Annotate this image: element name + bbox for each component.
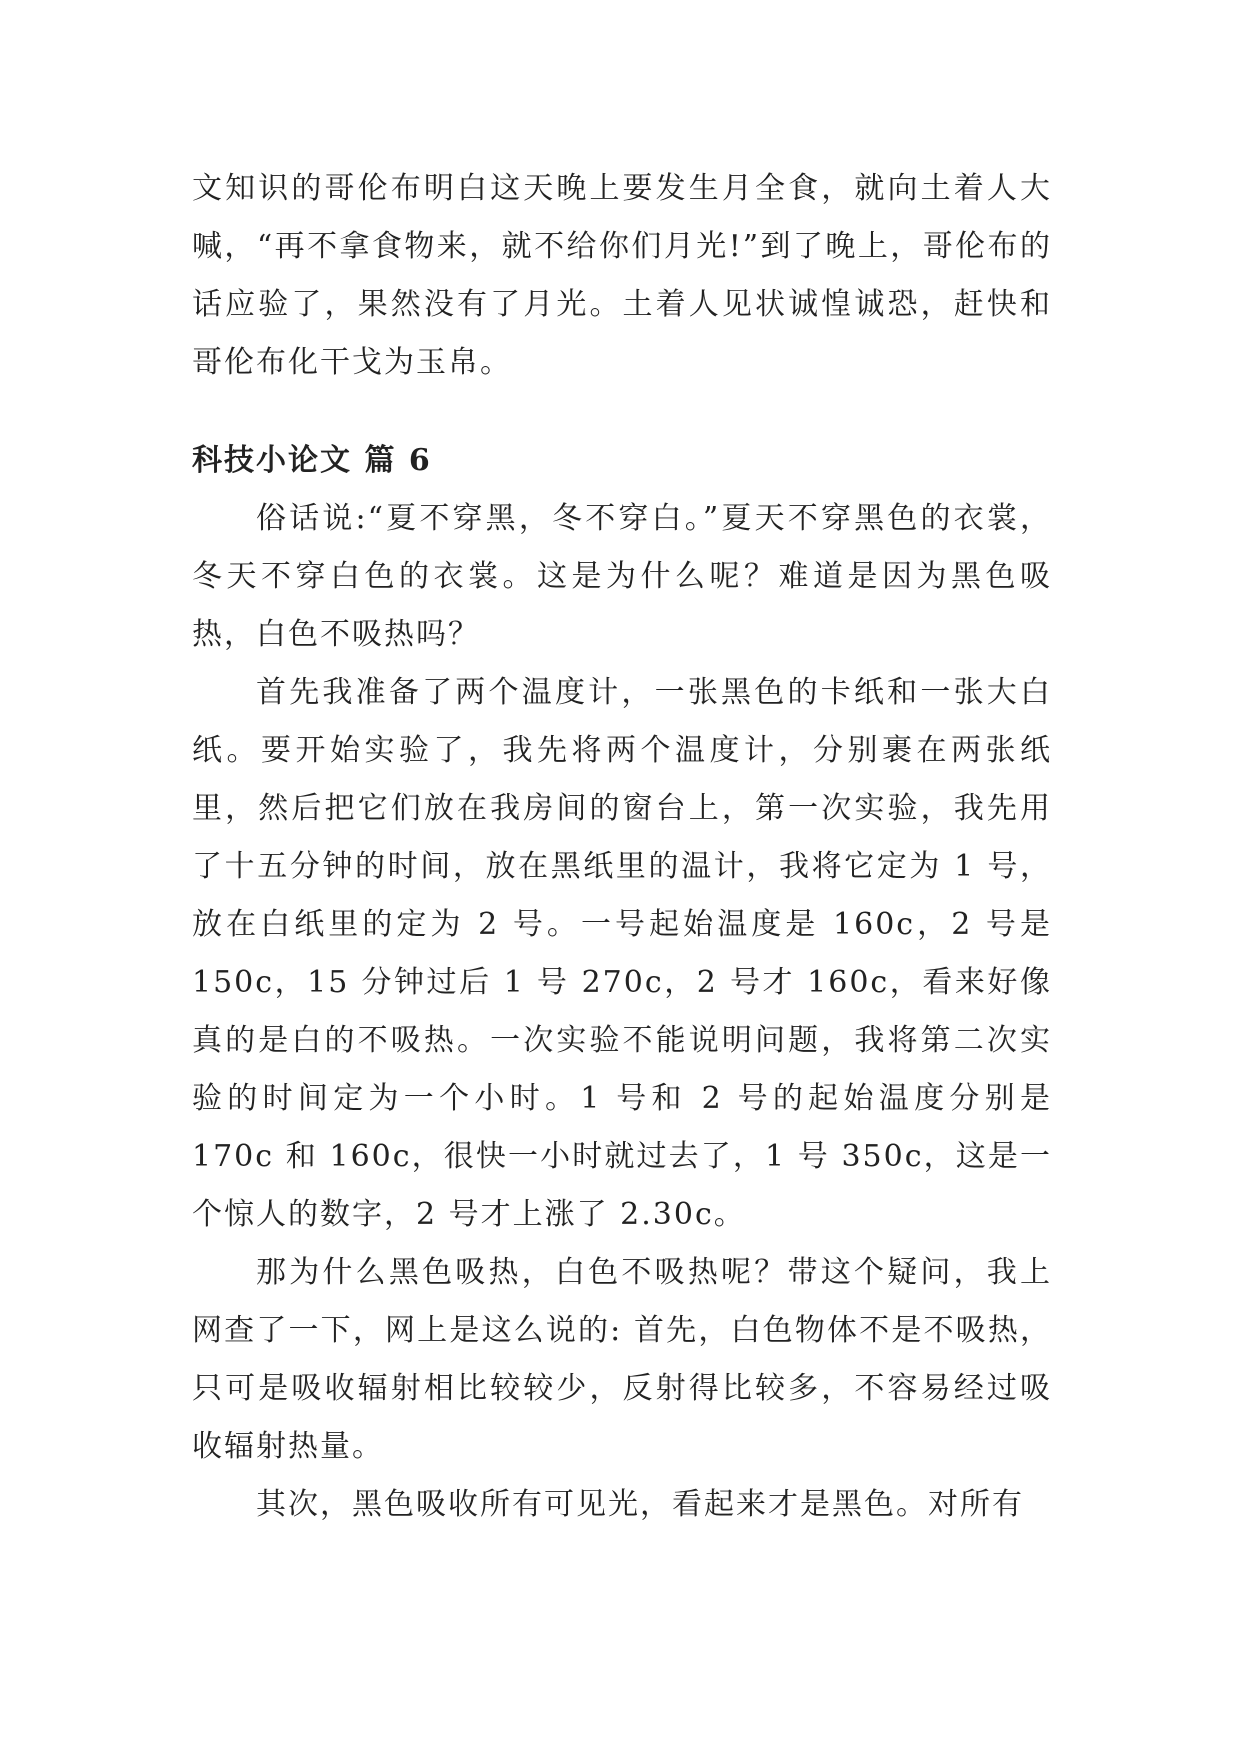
paragraph-proverb: 俗话说:“夏不穿黑，冬不穿白。”夏天不穿黑色的衣裳，冬天不穿白色的衣裳。这是为什么呢？难道是因为黑色吸热，白色不吸热吗？ bbox=[192, 501, 1052, 652]
document-page bbox=[192, 160, 1052, 1534]
paragraph-columbus-ending: 文知识的哥伦布明白这天晚上要发生月全食，就向土着人大喊，“再不拿食物来，就不给你们月光!”到了晚上，哥伦布的话应验了，果然没有了月光。土着人见状诚惶诚恐，赶快和哥伦布化干戈为玉帛。 bbox=[192, 171, 1052, 380]
paragraph-experiment: 首先我准备了两个温度计，一张黑色的卡纸和一张大白纸。要开始实验了，我先将两个温度计，分别裹在两张纸里，然后把它们放在我房间的窗台上，第一次实验，我先用了十五分钟的时间，放在黑纸里的温计，我将它定为 1 号，放在白纸里的定为 2 号。一号起始温度是 160c，2 号是 150c，15 分钟过后 1 号 270c，2 号才 160c，看来好像真的是白的不吸热。一次实验不能说明问题，我将第二次实验的时间定为一个小时。1 号和 2 号的起始温度分别是 170c 和 160c，很快一小时就过去了，1 号 350c，这是一个惊人的数字，2 号才上涨了 2.30c。 bbox=[192, 675, 1052, 1232]
section-title: 科技小论文 篇 6 bbox=[192, 443, 432, 478]
paragraph-explanation: 那为什么黑色吸热，白色不吸热呢？带这个疑问，我上网查了一下，网上是这么说的: 首先，白色物体不是不吸热，只可是吸收辐射相比较较少，反射得比较多，不容易经过吸收辐射热量。 bbox=[192, 1255, 1052, 1464]
paragraph-second-reason: 其次，黑色吸收所有可见光，看起来才是黑色。对所有 bbox=[256, 1487, 1024, 1522]
